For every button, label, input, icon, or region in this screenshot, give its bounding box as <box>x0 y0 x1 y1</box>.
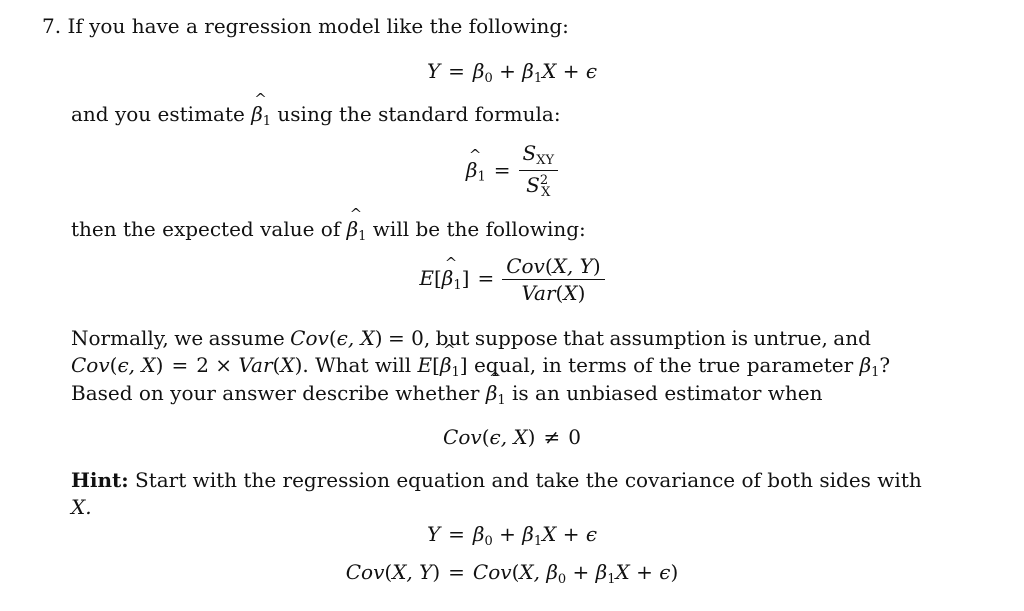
cov-condition-line: Cov(ϵ, X) = 2 × Var(X). What will E[^ $\beta_1$] equal, in terms of the true parameter $\beta_1$? <box>71 355 890 379</box>
word: but <box>435 326 470 350</box>
line2-end: equal, in terms of the true parameter <box>473 353 854 377</box>
estimate-prefix: and you estimate <box>71 102 245 126</box>
hint-text: Start with the regression equation and take the covariance of both sides with <box>135 468 922 492</box>
estimate-sentence: and you estimate ^ $\beta_1$ using the standard formula: <box>71 104 561 128</box>
word: assume <box>208 326 285 350</box>
question-number: 7. <box>42 14 62 38</box>
expected-value-formula: E[^ $\beta_1$] = $\frac{\text{Cov(X, Y)}}{\text{Var(X)}}$ <box>0 256 1024 303</box>
word: untrue, <box>753 326 828 350</box>
based-on-line: Based on your answer describe whether ^ $\beta_1$ is an unbiased estimator when <box>71 383 822 407</box>
hint-line <box>71 470 922 490</box>
word: assumption <box>609 326 726 350</box>
word: we <box>174 326 204 350</box>
hint-covariance-equation: Cov(X, Y) = Cov(X, $\beta_0 + \beta_1X + \epsilon$) <box>345 560 679 587</box>
expected-sentence: then the expected value of ^ $\beta_1$ will be the following: <box>71 219 586 243</box>
word: is <box>731 326 748 350</box>
regression-equation: $Y = \beta_0 + \beta_1X + \epsilon$ <box>426 59 598 86</box>
line2-mid: . What will <box>302 353 412 377</box>
hint-label: Hint: <box>71 468 129 492</box>
line3-suffix: is an unbiased estimator when <box>512 381 823 405</box>
word: and <box>833 326 871 350</box>
hint-regression-equation: $Y = \beta_0 + \beta_1X + \epsilon$ <box>426 522 598 549</box>
line2-question-mark: ? <box>879 353 891 377</box>
word: that <box>563 326 605 350</box>
word: suppose <box>474 326 558 350</box>
word: = 0, <box>388 326 431 350</box>
nonzero-cov-condition: Cov(ϵ, X) ≠ 0 <box>443 425 581 449</box>
expected-suffix: will be the following: <box>372 217 586 241</box>
expected-prefix: then the expected value of <box>71 217 341 241</box>
assumption-sentence <box>71 328 871 348</box>
question-intro-text: If you have a regression model like the following: <box>67 14 569 38</box>
cov-eps-x: Cov(ϵ, X) <box>290 326 383 350</box>
hint-x-line <box>71 497 92 517</box>
question-intro <box>42 16 569 36</box>
word: Normally, <box>71 326 169 350</box>
estimate-suffix: using the standard formula: <box>277 102 561 126</box>
beta-hat-formula: ^ $\beta_1$ = $\frac{S_{XY}}{S^2_X}$ <box>0 143 1024 199</box>
hint-x-end: X. <box>71 495 92 519</box>
line3-prefix: Based on your answer describe whether <box>71 381 480 405</box>
